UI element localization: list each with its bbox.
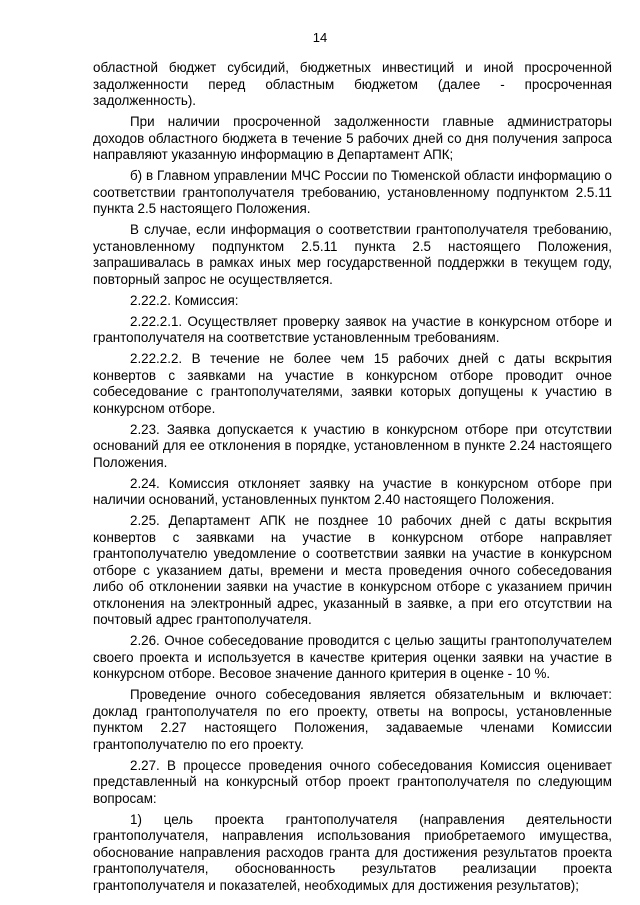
- paragraph-2-22-2-2: 2.22.2.2. В течение не более чем 15 рабочих дней с даты вскрытия конвертов с заявками на участие в конкурсном отборе проводит очное собеседование с грантополучателями, заявки которых допущены к участию в конкурсном отборе.: [93, 351, 612, 416]
- page-number: 14: [312, 30, 328, 45]
- paragraph-2-22-2-1: 2.22.2.1. Осуществляет проверку заявок на участие в конкурсном отборе и грантополучателя на соответствие установленным требованиям.: [93, 313, 612, 345]
- paragraph-2-25: 2.25. Департамент АПК не позднее 10 рабочих дней с даты вскрытия конвертов с заявками на участие в конкурсном отборе направляет грантополучателю уведомление о соответствии заявки на участие в конкурсном отборе с указанием даты, времени и места проведения очного собеседования либо об отклонении заявки на участие в конкурсном отборе с указанием причин отклонения на электронный адрес, указанный в заявке, а при его отсутствии на почтовый адрес грантополучателя.: [93, 513, 612, 627]
- document-body: [93, 60, 612, 899]
- paragraph-mchs-request: б) в Главном управлении МЧС России по Тюменской области информацию о соответствии грантополучателя требованию, установленному подпунктом 2.5.11 пункта 2.5 настоящего Положения.: [93, 168, 612, 216]
- paragraph-commission-heading: 2.22.2. Комиссия:: [130, 292, 239, 308]
- paragraph-2-26: 2.26. Очное собеседование проводится с целью защиты грантополучателем своего проекта и используется в качестве критерия оценки заявки на участие в конкурсном отборе. Весовое значение данного критерия в оценке - 10 %.: [93, 633, 612, 681]
- paragraph-overdue-debt-definition: областной бюджет субсидий, бюджетных инвестиций и иной просроченной задолженности перед областным бюджетом (далее - просроченная задолженность).: [93, 60, 612, 108]
- paragraph-interview-mandatory: Проведение очного собеседования является обязательным и включает: доклад грантополучателя по его проекту, ответы на вопросы, установленные пунктом 2.27 настоящего Положения, задаваемые членами Комиссии грантополучателю по его проекту.: [93, 687, 612, 752]
- paragraph-2-23: 2.23. Заявка допускается к участию в конкурсном отборе при отсутствии оснований для ее отклонения в порядке, установленном в пункте 2.24 настоящего Положения.: [93, 421, 612, 470]
- paragraph-2-24: 2.24. Комиссия отклоняет заявку на участие в конкурсном отборе при наличии оснований, установленных пунктом 2.40 настоящего Положения.: [93, 475, 612, 507]
- paragraph-item-1-project-goal: 1) цель проекта грантополучателя (направления деятельности грантополучателя, направления использования приобретаемого имущества, обоснование направления расходов гранта для достижения результатов проекта грантополучателя, обоснованность результатов реализации проекта грантополучателя и показателей, необходимых для достижения результатов);: [93, 811, 612, 893]
- paragraph-repeat-request: В случае, если информация о соответствии грантополучателя требованию, установленному подпунктом 2.5.11 пункта 2.5 настоящего Положения, запрашивалась в рамках иных мер государственной поддержки в текущем году, повторный запрос не осуществляется.: [93, 222, 612, 287]
- paragraph-overdue-debt-procedure: При наличии просроченной задолженности главные администраторы доходов областного бюджета в течение 5 рабочих дней со дня получения запроса направляют указанную информацию в Департамент АПК;: [93, 114, 612, 162]
- paragraph-2-27: 2.27. В процессе проведения очного собеседования Комиссия оценивает представленный на конкурсный отбор проект грантополучателя по следующим вопросам:: [93, 757, 612, 806]
